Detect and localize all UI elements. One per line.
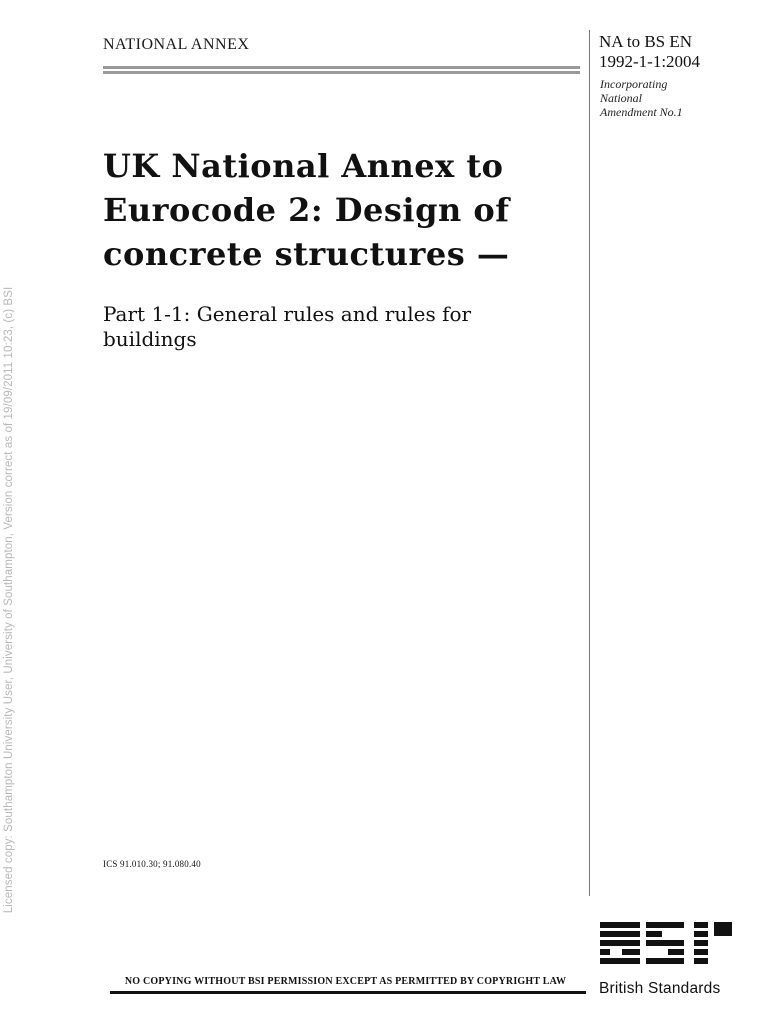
copyright-notice: NO COPYING WITHOUT BSI PERMISSION EXCEPT AS PERMITTED BY COPYRIGHT LAW	[124, 976, 567, 987]
bsi-logo-caption: British Standards	[599, 980, 721, 997]
standard-number	[599, 32, 700, 72]
amendment-note-line-1: Incorporating	[600, 77, 668, 91]
amendment-note-line-2: National	[600, 91, 643, 105]
document-subtitle-line-2: buildings	[103, 327, 197, 351]
document-title	[103, 144, 573, 276]
document-subtitle	[103, 302, 573, 352]
license-watermark-text: Licensed copy: Southampton University User, University of Southampton, Version correct as of 19/09/2011 10:23, (c) BSI	[3, 286, 15, 914]
standard-number-line-2: 1992-1-1:2004	[599, 52, 701, 71]
amendment-note-line-3: Amendment No.1	[600, 105, 683, 119]
license-watermark	[2, 185, 16, 1015]
document-type-label: NATIONAL ANNEX	[103, 36, 250, 53]
document-subtitle-line-1: Part 1-1: General rules and rules for	[103, 302, 472, 326]
amendment-note	[600, 77, 730, 119]
standard-number-line-1: NA to BS EN	[599, 32, 693, 51]
footer-rule	[110, 991, 586, 994]
document-title-line-3: concrete structures —	[103, 235, 510, 273]
column-divider	[589, 30, 590, 896]
ics-code: ICS 91.010.30; 91.080.40	[103, 859, 201, 869]
header-rule-secondary	[103, 71, 580, 74]
document-title-line-2: Eurocode 2: Design of	[103, 191, 510, 229]
header-rule	[103, 66, 580, 69]
document-title-line-1: UK National Annex to	[103, 147, 504, 185]
